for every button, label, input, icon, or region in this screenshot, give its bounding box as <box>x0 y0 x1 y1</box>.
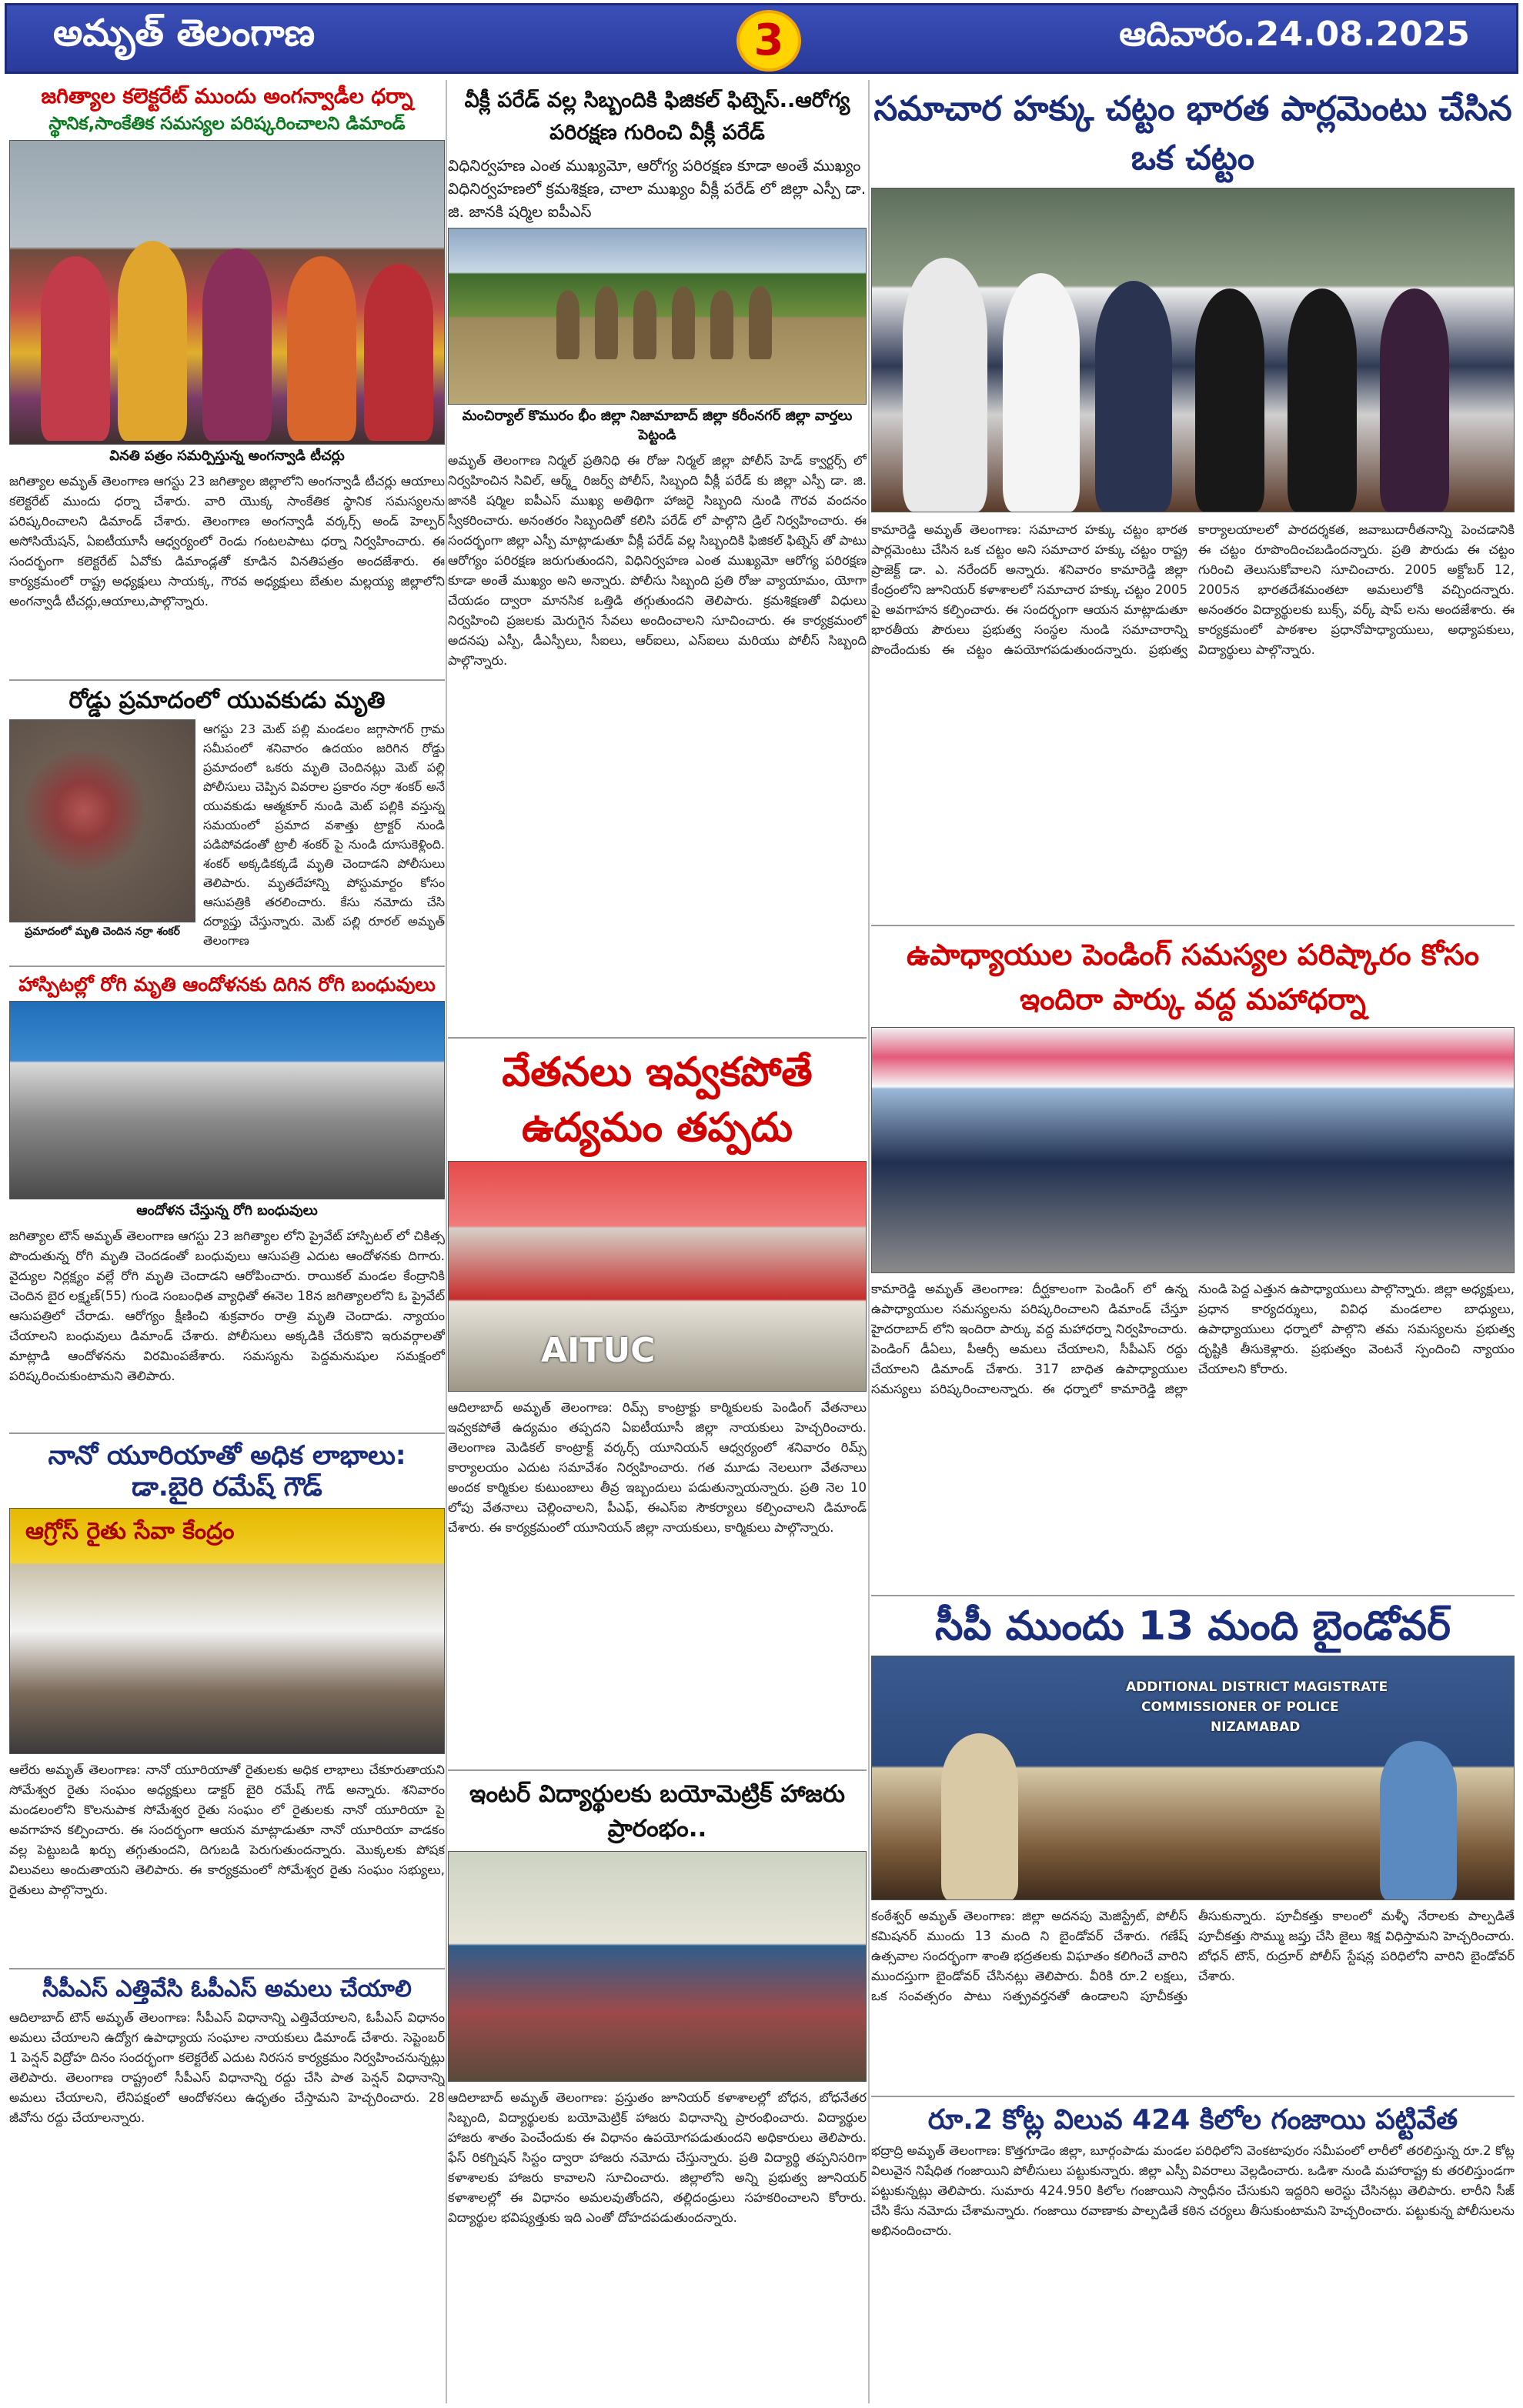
photo-accident-victim <box>9 719 195 922</box>
nameplate-line: ADDITIONAL DISTRICT MAGISTRATE <box>1126 1679 1388 1695</box>
column-rule <box>868 80 870 2403</box>
divider <box>871 925 1515 926</box>
article-body: ఆలేరు అమృత్ తెలంగాణ: నానో యూరియాతో రైతులకు అధిక లాభాలు చేకూరుతాయని సోమేశ్వర రైతు సంఘం అధ్యక్షులు డాక్టర్ బైరి రమేష్ గౌడ్ అన్నారు. శనివారం మండలంలోని కొలనుపాక సోమేశ్వర రైతు సంఘం లో రైతులకు నానో యూరియా పై అవగాహన కల్పించారు. ఈ సందర్భంగా ఆయన మాట్లాడుతూ నానో యూరియా వాడకం వల్ల పెట్టుబడి ఖర్చు తగ్గుతుందని, దిగుబడి పెరుగుతుందన్నారు. మొక్కలకు పోషక విలువలు అందుతాయని తెలిపారు. ఈ కార్యక్రమంలో సోమేశ్వర రైతు సంఘం సభ్యులు, రైతులు పాల్గొన్నారు. <box>9 1762 445 1897</box>
photo-rti-group <box>871 188 1515 512</box>
article-rti <box>871 85 1515 919</box>
divider <box>9 1968 445 1969</box>
article-body: కంఠేశ్వర్ అమృత్ తెలంగాణ: జిల్లా అదనపు మెజిస్ట్రేట్, పోలీస్ కమిషనర్ ముందు 13 మంది ని బైండోవర్ చేశారు. గణేష్ ఉత్సవాల సందర్భంగా శాంతి భద్రతలకు విఘాతం కలిగించే వారిని ముందస్తుగా బైండోవర్ చేసినట్లు తెలిపారు. వీరికి రూ.2 లక్షలు, ఒక సంవత్సరం పాటు సత్ప్రవర్తనతో ఉండాలని పూచీకత్తు తీసుకున్నారు. పూచీకత్తు కాలంలో మళ్ళీ నేరాలకు పాల్పడితే పూచీకత్తు సొమ్ము జప్తు చేసి జైలు శిక్ష విధిస్తామని హెచ్చరించారు. బోధన్ టౌన్, రుద్రూర్ పోలీస్ స్టేషన్ల పరిధిలోని వారిని బైండోవర్ చేశారు. <box>871 1908 1515 2003</box>
article-body: జగిత్యాల అమృత్ తెలంగాణ ఆగస్టు 23 జగిత్యాల జిల్లాలోని అంగన్వాడీ టీచర్లు ఆయాలు కలెక్టరేట్ ముందు ధర్నా చేశారు. వారి యొక్క సాంకేతిక స్థానిక సమస్యలను పరిష్కరించాలని డిమాండ్ చేశారు. తెలంగాణ అంగన్వాడీ వర్కర్స్ అండ్ హెల్పర్ అసోసియేషన్, ఏఐటీయూసీ ఆధ్వర్యంలో రెండు గంటలపాటు ధర్నా నిర్వహించారు. ఈ సందర్భంగా కలెక్టరేట్ ఏవోకు డిమాండ్లతో కూడిన వినతిపత్రం అందజేశారు. ఈ కార్యక్రమంలో రాష్ట్ర అధ్యక్షులు సాయక్క, గౌరవ అధ్యక్షులు బేతుల మల్లయ్య జిల్లాలోని అంగన్వాడీ టీచర్లు,ఆయాలు,పాల్గొన్నారు. <box>9 473 445 609</box>
divider <box>9 1432 445 1434</box>
masthead <box>5 3 1518 74</box>
article-road-accident <box>9 687 445 959</box>
headline: హాస్పిటల్లో రోగి మృతి ఆందోళనకు దిగిన రోగి బంధువులు <box>18 972 436 996</box>
article-weekly-parade <box>448 85 867 1031</box>
article-ganja-seizure <box>871 2103 1515 2307</box>
headline: వేతనలు ఇవ్వకపోతే ఉద్యమం తప్పదు <box>502 1049 813 1152</box>
article-body: భద్రాద్రి అమృత్ తెలంగాణ: కొత్తగూడెం జిల్లా, బూర్గంపాడు మండల పరిధిలోని వెంకటాపురం సమీపంలో లారీలో తరలిస్తున్న రూ.2 కోట్ల విలువైన నిషేధిత గంజాయిని పోలీసులు పట్టుకున్నారు. జిల్లా ఎస్పీ వివరాలు వెల్లడించారు. ఒడిశా నుండి మహారాష్ట్ర కు తరలిస్తుండగా పట్టుకున్నట్లు తెలిపారు. సుమారు 424.950 కిలోల గంజాయిని స్వాధీనం చేసుకుని ఇద్దరిని అరెస్టు చేసినట్లు తెలిపారు. లారీని సీజ్ చేసి కేసు నమోదు చేశామన్నారు. గంజాయి రవాణాకు పాల్పడితే కఠిన చర్యలు తీసుకుంటామని హెచ్చరించారు. పట్టుకున్న పోలీసులను అభినందించారు. <box>871 2143 1515 2238</box>
subheadline: స్థానిక,సాంకేతిక సమస్యల పరిష్కరించాలని డిమాండ్ <box>48 114 406 135</box>
article-body: ఆగస్టు 23 మెట్ పల్లి మండలం జగ్గాసాగర్ గ్రామ సమీపంలో శనివారం ఉదయం జరిగిన రోడ్డు ప్రమాదంలో ఒకరు మృతి చెందినట్లు మెట్ పల్లి పోలీసులు చెప్పిన వివరాల ప్రకారం నర్రా శంకర్ అనే యువకుడు ఆత్మకూర్ నుండి మెట్ పల్లికి వస్తున్న సమయంలో ప్రమాద వశాత్తు ట్రాక్టర్ నుండి పడిపోవడంతో ట్రాలీ శంకర్ పై నుండి దూసుకెళ్లింది. శంకర్ అక్కడికక్కడే మృతి చెందాడని పోలీసులు తెలిపారు. మృతదేహాన్ని పోస్టుమార్టం కోసం ఆసుపత్రికి తరలించారు. కేసు నమోదు చేసి దర్యాప్తు చేస్తున్నారు. మెట్ పల్లి రూరల్ అమృత్ తెలంగాణ <box>203 721 445 948</box>
page-number: 3 <box>736 10 801 72</box>
newspaper-title: అమృత్ తెలంగాణ <box>53 12 316 55</box>
article-body: అమృత్ తెలంగాణ నిర్మల్ ప్రతినిధి ఈ రోజు నిర్మల్ జిల్లా పోలీస్ హెడ్ క్వార్టర్స్ లో నిర్వహించిన సివిల్, ఆర్మ్డ్ రిజర్వ్ పోలీస్, సిబ్బంది వీక్లీ పరేడ్ కు జిల్లా ఎస్పీ డా. జి. జానకి షర్మిల ఐపీఎస్ ముఖ్య అతిథిగా హాజరై సిబ్బంది నుండి గౌరవ వందనం స్వీకరించారు. అనంతరం సిబ్బందితో కలిసి పరేడ్ లో పాల్గొని డ్రిల్ నిర్వహించారు. ఈ సందర్భంగా జిల్లా ఎస్పీ మాట్లాడుతూ వీక్లీ పరేడ్ వల్ల సిబ్బందికి ఫిజికల్ ఫిట్నెస్ తో పాటు ఆరోగ్యం పరిరక్షణ జరుగుతుందని, విధినిర్వహణ ఎంత ముఖ్యమో ఆరోగ్య పరిరక్షణ కూడా అంతే ముఖ్యం అని అన్నారు. పోలీసు సిబ్బంది ప్రతి రోజు వ్యాయామం, యోగా చేయడం ద్వారా మానసిక ఒత్తిడి తగ్గుతుందని తెలిపారు. క్రమశిక్షణతో విధులు నిర్వహించి ప్రజలకు మెరుగైన సేవలు అందించాలని సూచించారు. ఈ కార్యక్రమంలో అదనపు ఎస్పీ, డీఎస్పీలు, సీఐలు, ఆర్ఐలు, ఎస్ఐలు మరియు పోలీస్ సిబ్బంది పాల్గొన్నారు. <box>448 452 867 668</box>
article-body: ఆదిలాబాద్ అమృత్ తెలంగాణ: ప్రస్తుతం జూనియర్ కళాశాలల్లో బోధన, బోధనేతర సిబ్బంది, విద్యార్థులకు బయోమెట్రిక్ హాజరు విధానాన్ని ప్రారంభించారు. విద్యార్థుల హాజరు శాతం పెంచేందుకు ఈ విధానం ఉపయోగపడుతుందని అధికారులు తెలిపారు. ఫేస్ రికగ్నిషన్ సిస్టం ద్వారా హాజరు నమోదు చేస్తున్నారు. ప్రతి విద్యార్థి తప్పనిసరిగా కళాశాలకు హాజరు కావాలని సూచించారు. జిల్లాలోని అన్ని ప్రభుత్వ జూనియర్ కళాశాలల్లో ఈ విధానం అమలవుతోందని, తల్లిదండ్రులు సహకరించాలని కోరారు. విద్యార్థుల భవిష్యత్తుకు ఇది ఎంతో దోహదపడుతుందన్నారు. <box>448 2090 867 2226</box>
column-rule <box>446 80 447 2403</box>
article-body: ఆదిలాబాద్ టౌన్ అమృత్ తెలంగాణ: సీపీఎస్ విధానాన్ని ఎత్తివేయాలని, ఓపీఎస్ విధానం అమలు చేయాలని ఉద్యోగ ఉపాధ్యాయ సంఘాల నాయకులు డిమాండ్ చేశారు. సెప్టెంబర్ 1 పెన్షన్ విద్రోహ దినం సందర్భంగా కలెక్టరేట్ ఎదుట నిరసన కార్యక్రమం నిర్వహించనున్నట్లు తెలిపారు. తెలంగాణ రాష్ట్రంలో సీపీఎస్ విధానాన్ని రద్దు చేసి పాత పెన్షన్ విధానాన్ని అమలు చేయాలని, లేనిపక్షంలో ఆందోళనలు ఉధృతం చేస్తామని హెచ్చరించారు. 28 జీవోను రద్దు చేయాలన్నారు. <box>9 2009 445 2125</box>
nameplate-line: NIZAMABAD <box>1211 1719 1301 1735</box>
photo-caption: వినతి పత్రం సమర్పిస్తున్న అంగన్వాడి టీచర్లు <box>109 447 345 464</box>
headline: జగిత్యాల కలెక్టరేట్ ముందు అంగన్వాడీల ధర్నా <box>41 85 413 108</box>
headline: సీపీఎస్ ఎత్తివేసి ఓపీఎస్ అమలు చేయాలి <box>42 1975 412 2003</box>
shop-sign: ఆగ్రోస్ రైతు సేవా కేంద్రం <box>25 1517 235 1545</box>
divider <box>9 679 445 681</box>
headline: ఇంటర్ విద్యార్థులకు బయోమెట్రిక్ హాజరు ప్రారంభం.. <box>469 1780 845 1843</box>
headline: వీక్లీ పరేడ్ వల్ల సిబ్బందికి ఫిజికల్ ఫిట్నెస్..ఆరోగ్య పరిరక్షణ గురించి వీక్లీ పరేడ్ <box>464 88 850 145</box>
article-nano-urea <box>9 1440 445 1962</box>
divider <box>9 966 445 967</box>
article-body: జగిత్యాల టౌన్ అమృత్ తెలంగాణ ఆగస్టు 23 జగిత్యాల లోని ప్రైవేట్ హాస్పిటల్ లో చికిత్స పొందుతున్న రోగి మృతి చెందడంతో బంధువులు ఆసుపత్రి ఎదుట ఆందోళనకు దిగారు. వైద్యుల నిర్లక్ష్యం వల్లే రోగి మృతి చెందాడని ఆరోపించారు. రాయికల్ మండల కేంద్రానికి చెందిన బైర లక్ష్మణ్(55) గుండె సంబంధిత వ్యాధితో ఈనెల 18న జగిత్యాలలోని ఓ ప్రైవేట్ ఆసుపత్రిలో చేరాడు. ఆరోగ్యం క్షీణించి శుక్రవారం రాత్రి మృతి చెందాడు. న్యాయం చేయాలని బంధువులు డిమాండ్ చేశారు. పోలీసులు అక్కడికి చేరుకొని ఇరువర్గాలతో మాట్లాడి ఆందోళనను విరమింపజేశారు. సమస్యను పెద్దమనుషుల సమక్షంలో పరిష్కరించుకుంటామని తెలిపారు. <box>9 1228 445 1383</box>
photo-caption: మంచిర్యాల్ కొమురం భీం జిల్లా నిజామాబాద్ జిల్లా కరీంనగర్ జిల్లా వార్తలు పెట్టండి <box>462 407 853 443</box>
banner-text: AITUC <box>541 1331 656 1371</box>
article-body: ఆదిలాబాద్ అమృత్ తెలంగాణ: రిమ్స్ కాంట్రాక్టు కార్మికులకు పెండింగ్ వేతనాలు ఇవ్వకపోతే ఉద్యమం తప్పదని ఏఐటీయూసీ జిల్లా నాయకులు హెచ్చరించారు. తెలంగాణ మెడికల్ కాంట్రాక్ట్ వర్కర్స్ యూనియన్ ఆధ్వర్యంలో శనివారం రిమ్స్ కార్యాలయం ఎదుట సమావేశం నిర్వహించారు. గత మూడు నెలలుగా వేతనాలు అందక కార్మికుల కుటుంబాలు తీవ్ర ఇబ్బందులు పడుతున్నాయన్నారు. ప్రతి నెల 10 లోపు వేతనాలు చెల్లించాలని, పీఎఫ్, ఈఎస్ఐ సౌకర్యాలు కల్పించాలని డిమాండ్ చేశారు. ఈ కార్యక్రమంలో యూనియన్ జిల్లా నాయకులు, కార్మికులు పాల్గొన్నారు. <box>448 1400 867 1536</box>
photo-caption: ప్రమాదంలో మృతి చెందిన నర్రా శంకర్ <box>25 925 180 938</box>
headline: రూ.2 కోట్ల విలువ 424 కిలోల గంజాయి పట్టివేత <box>927 2103 1458 2136</box>
subheadline: విధినిర్వహణ ఎంత ముఖ్యమో, ఆరోగ్య పరిరక్షణ కూడా అంతే ముఖ్యం విధినిర్వహణలో క్రమశిక్షణ, చాలా ముఖ్యం వీక్లీ పరేడ్ లో జిల్లా ఎస్పీ డా. జి. జానకి షర్మిల ఐపీఎస్ <box>448 155 867 221</box>
photo-biometric <box>448 1851 867 2082</box>
nameplate-line: COMMISSIONER OF POLICE <box>1141 1699 1339 1715</box>
divider <box>448 1037 867 1039</box>
article-anganwadi <box>9 85 445 673</box>
photo-bindover <box>871 1656 1515 1900</box>
headline: ఉపాధ్యాయుల పెండింగ్ సమస్యల పరిష్కారం కోసం ఇందిరా పార్కు వద్ద మహాధర్నా <box>906 937 1480 1017</box>
photo-teachers-dharna <box>871 1027 1515 1273</box>
divider <box>871 1595 1515 1596</box>
photo-caption: ఆందోళన చేస్తున్న రోగి బంధువులు <box>136 1202 318 1219</box>
headline: రోడ్డు ప్రమాదంలో యువకుడు మృతి <box>68 686 386 714</box>
divider <box>871 2096 1515 2097</box>
headline: నానో యూరియాతో అధిక లాభాలు: డా.బైరి రమేష్ గౌడ్ <box>48 1439 406 1502</box>
article-teachers-dharna <box>871 932 1515 1589</box>
photo-farmers <box>9 1508 445 1754</box>
headline: సీపీ ముందు 13 మంది బైండోవర్ <box>935 1603 1451 1650</box>
edition-date: ఆదివారం.24.08.2025 <box>1119 15 1470 54</box>
article-cps <box>9 1976 445 2154</box>
article-body: కామారెడ్డి అమృత్ తెలంగాణ: సమాచార హక్కు చట్టం భారత పార్లమెంటు చేసిన ఒక చట్టం అని సమాచార హక్కు చట్టం రాష్ట్ర ప్రాజెక్ట్ డా. ఎ. నరేందర్ అన్నారు. శనివారం కామారెడ్డి జిల్లా కేంద్రంలోని జూనియర్ కళాశాలలో సమాచార హక్కు చట్టం 2005 పై అవగాహన కల్పించారు. ఈ సందర్భంగా ఆయన మాట్లాడుతూ భారతీయ పౌరులు ప్రభుత్వ సంస్థల నుండి సమాచారాన్ని పొందేందుకు ఈ చట్టం ఉపయోగపడుతుందన్నారు. ప్రభుత్వ కార్యాలయాలలో పారదర్శకత, జవాబుదారీతనాన్ని పెంచడానికి ఈ చట్టం రూపొందించబడిందన్నారు. ప్రతి పౌరుడు ఈ చట్టం గురించి తెలుసుకోవాలని సూచించారు. 2005 అక్టోబర్ 12, 2005న భారతదేశమంతటా అమలులోకి వచ్చిందన్నారు. అనంతరం విద్యార్థులకు బుక్స్, వర్క్ షాప్ లను అందజేశారు. ఈ కార్యక్రమంలో పాఠశాల ప్రధానోపాధ్యాయులు, అధ్యాపకులు, విద్యార్థులు పాల్గొన్నారు. <box>871 522 1515 657</box>
article-hospital-protest <box>9 973 445 1426</box>
column-left <box>9 80 445 2403</box>
article-body: కామారెడ్డి అమృత్ తెలంగాణ: దీర్ఘకాలంగా పెండింగ్ లో ఉన్న ఉపాధ్యాయుల సమస్యలను పరిష్కరించాలని డిమాండ్ చేస్తూ హైదరాబాద్ లోని ఇందిరా పార్కు వద్ద మహాధర్నా నిర్వహించారు. పెండింగ్ డీఏలు, పీఆర్సీ అమలు చేయాలని, సీపీఎస్ రద్దు చేయాలని డిమాండ్ చేశారు. 317 బాధిత ఉపాధ్యాయుల సమస్యలు పరిష్కరించాలన్నారు. ఈ ధర్నాలో కామారెడ్డి జిల్లా నుండి పెద్ద ఎత్తున ఉపాధ్యాయులు పాల్గొన్నారు. జిల్లా అధ్యక్షులు, ప్రధాన కార్యదర్శులు, వివిధ మండలాల బాధ్యులు, ఉపాధ్యాయులు ధర్నాలో పాల్గొని తమ సమస్యలను ప్రభుత్వ దృష్టికి తీసుకెళ్లారు. ప్రభుత్వం వెంటనే స్పందించి న్యాయం చేయాలని కోరారు. <box>871 1282 1515 1397</box>
divider <box>448 1769 867 1771</box>
column-middle <box>448 80 867 2403</box>
article-biometric <box>448 1777 867 2346</box>
article-bindover <box>871 1603 1515 2089</box>
photo-hospital <box>9 1001 445 1199</box>
column-right <box>871 80 1515 2403</box>
headline: సమాచార హక్కు చట్టం భారత పార్లమెంటు చేసిన ఒక చట్టం <box>873 89 1512 178</box>
photo-aituc-meeting <box>448 1161 867 1392</box>
photo-parade <box>448 228 867 405</box>
article-aituc-wages <box>448 1045 867 1764</box>
photo-anganwadi-protest <box>9 140 445 445</box>
